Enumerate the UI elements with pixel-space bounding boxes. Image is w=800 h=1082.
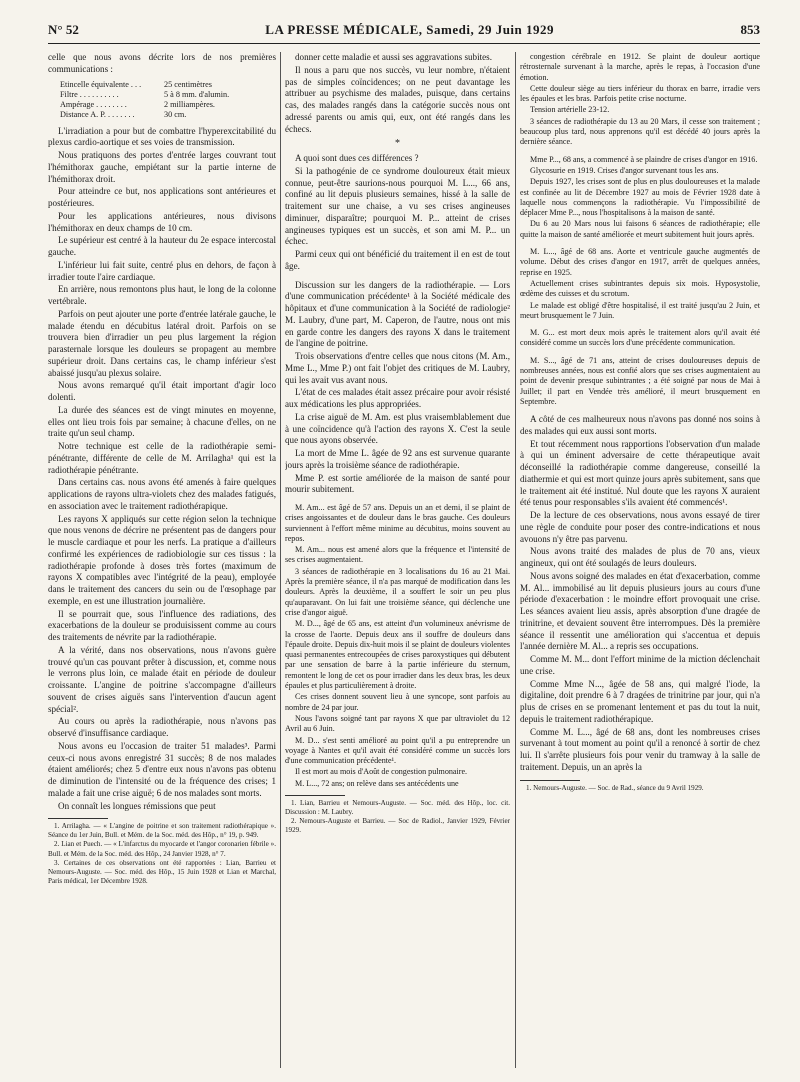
header-rule xyxy=(48,43,760,44)
paragraph: On connaît les longues rémissions que peut xyxy=(58,800,216,811)
page-header xyxy=(48,22,760,44)
table-value: 5 à 8 mm. d'alumin. xyxy=(164,89,230,99)
paragraph: M. Am... est âgé de 57 ans. Depuis un an et demi, il se plaint de crises angoissantes et de douleur dans le bras gauche. Ces douleurs surviennent à l'effort même minime au décubitus, moins souvent au repos. xyxy=(285,503,510,543)
paragraph: Pour les applications antérieures, nous divisons l'hémithorax en deux champs de 10 cm. xyxy=(48,210,276,233)
table-row xyxy=(60,90,276,100)
column-3 xyxy=(520,52,760,1070)
paragraph: M. L..., âgé de 68 ans. Aorte et ventricule gauche augmentés de volume. Début des crises d'angor en 1917, arrêt de quelques années, reprise en 1925. xyxy=(520,247,760,277)
footnote: 2. Lian et Puech. — « L'infarctus du myocarde et l'angor coronarien fébrile ». Bull. et Mém. de la Soc. méd. des Hôp., 24 Janvier 1928, n° 7. xyxy=(48,840,276,858)
paragraph: A quoi sont dues ces différences ? xyxy=(295,153,419,163)
body-text xyxy=(285,153,510,273)
paragraph: Comme M. L..., âgé de 68 ans, dont les nombreuses crises survenant à tout moment au point qu'il a renoncé à sortir de chez lui. Il s'arrête plusieurs fois pour venir du tramway à la salle de traitement. Depuis, un an après la xyxy=(520,726,760,772)
footnote: 3. Certaines de ces observations ont été rapportées : Lian, Barrieu et Nemours-Auguste. — Soc. méd. des Hôp., 15 Juin 1928 et Lian et Marchal, Paris médical, 1er Décembre 1928. xyxy=(48,858,276,885)
column-1 xyxy=(48,52,276,1070)
footnotes xyxy=(48,822,276,886)
footnotes xyxy=(285,799,510,835)
paragraph: Trois observations d'entre celles que nous citons (M. Am., Mme L., Mme P.) ont fait l'objet des critiques de M. Laubry, qui les avait vus avant nous. xyxy=(285,351,510,385)
paragraph: M. S..., âgé de 71 ans, atteint de crises douloureuses depuis de nombreuses années, nous est confié alors que ses crises augmentaient au point de devenir presque subintrantes ; a été soigné par nous de Mai à Juillet; il part en Vendée très amélioré, il meurt brusquement en Septembre. xyxy=(520,355,760,406)
footnote-rule xyxy=(285,795,345,796)
paragraph: La mort de Mme L. âgée de 92 ans est survenue quarante jours après la troisième séance de radiothérapie. xyxy=(285,448,510,470)
paragraph: Nous avons eu l'occasion de traiter 51 malades³. Parmi ceux-ci nous avons enregistré 31 succès; 8 de nos malades étaient améliorés; chez 5 d'entre eux nous n'avons pas obtenu de diminution de l'intensité ou de la fréquence des crises; 1 malade a fait une crise aiguë; 6 de nos malades sont morts. xyxy=(48,740,276,798)
paragraph: Mme P..., 68 ans, a commencé à se plaindre de crises d'angor en 1916. xyxy=(530,154,758,164)
paragraph: Il se pourrait que, sous l'influence des radiations, des exacerbations de la douleur se produisissent comme au cours des traitements de névrite par la radiothérapie. xyxy=(48,608,276,642)
paragraph: De la lecture de ces observations, nous avons essayé de tirer une règle de conduite pour poser des contre-indications et nous avouons n'y être pas parvenu. xyxy=(520,510,760,544)
table-key: Etincelle équivalente . . . xyxy=(60,79,142,89)
paragraph: congestion cérébrale en 1912. Se plaint de douleur aortique rétrosternale survenant à la marche, après le repas, à l'occasion d'une émotion. xyxy=(520,52,760,82)
table-key: Filtre . . . . . . . . . . xyxy=(60,89,119,99)
table-key: Ampérage . . . . . . . . xyxy=(60,99,127,109)
paragraph: La crise aiguë de M. Am. est plus vraisemblablement due à une coïncidence qu'à l'action des rayons X. C'est la seule que nous ayons observée. xyxy=(285,411,510,446)
paragraph: M. D..., âgé de 65 ans, est atteint d'un volumineux anévrisme de la crosse de l'aorte. Depuis deux ans il souffre de douleurs dans l'épaule droite. Depuis dix-huit mois il se plaint de douleurs violentes quasi permanentes entrecoupées de crises paroxystiques qui débutent par une sensation de barre à la partie inférieure du sternum, remontent le long de cet os pour irradier dans les deux bras, les deux épaules et plus particulièrement à droite. xyxy=(285,619,510,691)
paragraph: Si la pathogénie de ce syndrome douloureux était mieux connue, peut-être saurions-nous pourquoi M. L..., 66 ans, confiné au lit depuis plusieurs semaines, hissé à la salle de traitement sur une chaise, a vu ses crises angineuses diminuer, disparaître; pourquoi M. P... atteint de crises angineuses typiques est un succès, et son ami M. P... un échec. xyxy=(285,165,510,247)
paragraph: Depuis 1927, les crises sont de plus en plus douloureuses et la malade est confinée au lit de Décembre 1927 au mois de Février 1928 date à laquelle nous commençons la radiothérapie. Vu l'impossibilité de déplacer Mme P..., nous l'hospitalisons à la maison de santé. xyxy=(520,177,760,218)
paragraph: Parfois on peut ajouter une porte d'entrée latérale gauche, le malade étendu en décubitus latéral droit. Parfois on se trouvera bien d'irradier un peu plus largement la région parasternale lorsque les douleurs se propagent au membre supérieur droit. Dans certains cas, le champ inférieur s'est abaissé jusqu'au plexus solaire. xyxy=(48,308,276,378)
case-observations xyxy=(520,328,760,349)
paragraph: 3 séances de radiothérapie du 13 au 20 Mars, il cesse son traitement ; beaucoup plus tard, nous apprenons qu'il est décédé 40 jours après la dernière séance. xyxy=(520,116,760,147)
column-divider xyxy=(280,52,281,1068)
footnote: 1. Arrilagha. — « L'angine de poitrine et son traitement radiothérapique ». Séance du 1er Juin, Bull. et Mém. de la Soc. méd. des Hôp., n° 19, p. 949. xyxy=(48,822,276,840)
case-observations xyxy=(285,503,510,789)
paragraph: Et tout récemment nous rapportions l'observation d'un malade à qui un éminent adversaire de cette thérapeutique avait déconseillé la radiothérapie comme dangereuse, conseillé la diathermie et qui est mort quinze jours après subitement, sans que le traitement ait été institué. Nul doute que les rayons X auraient été tenus pour responsables s'ils avaient été commencés¹. xyxy=(520,438,760,508)
paragraph: Les rayons X appliqués sur cette région selon la technique que nous venons de décrire ne présentent pas de dangers pour le muscle cardiaque et pour les nerfs. La pratique a d'ailleurs confirmé les expériences de radiobiologie sur ces tissus : la radiothérapie profonde à doses très fortes (maximum de rayons X compatibles avec l'intégrité de la peau), employée dans le traitement des cancers du sein ou de l'œsophage par exemple, en est une illustration journalière. xyxy=(48,513,276,606)
paragraph: Le malade est obligé d'être hospitalisé, il est traité jusqu'au 2 Juin, et meurt brusquement le 7 Juin. xyxy=(520,300,760,320)
paragraph: Nous pratiquons des portes d'entrée larges couvrant tout l'hémithorax gauche, empiétant sur la partie interne de l'hémithorax droit. xyxy=(48,150,276,184)
paragraph: Ces crises donnent souvent lieu à une syncope, sont parfois au nombre de 24 par jour. xyxy=(285,692,510,712)
case-observations xyxy=(520,155,760,240)
case-observations xyxy=(520,356,760,407)
paragraph: Nous l'avons soigné tant par rayons X que par ultraviolet du 12 Avril au 6 Juin. xyxy=(285,713,510,734)
paragraph: Nous avons traité des malades de plus de 70 ans, vieux angineux, qui ont été soulagés de leurs douleurs. xyxy=(520,546,760,569)
paragraph: celle que nous avons décrite lors de nos premières communications : xyxy=(48,52,276,74)
footnotes xyxy=(520,784,760,793)
paragraph: Glycosurie en 1919. Crises d'angor survenant tous les ans. xyxy=(530,165,719,175)
paragraph: Il est mort au mois d'Août de congestion pulmonaire. xyxy=(295,767,468,777)
footnote: 1. Lian, Barrieu et Nemours-Auguste. — Soc. méd. des Hôp., loc. cit. Discussion : M. Laubry. xyxy=(285,799,510,817)
paragraph: A la vérité, dans nos observations, nous n'avons guère trouvé qu'un cas pouvant prêter à discussion, et, comme nous le verrons plus loin, ce malade était en période de douleur croissante. L'angine de poitrine s'accompagne d'ailleurs souvent de crises aiguës sans l'intervention d'aucun agent spécial². xyxy=(48,644,276,714)
case-observations xyxy=(520,247,760,321)
table-value: 2 milliampères. xyxy=(164,99,215,109)
footnote-rule xyxy=(520,780,580,781)
page-number: 853 xyxy=(740,22,760,37)
paragraph: Il nous a paru que nos succès, vu leur nombre, n'étaient pas de simples coïncidences; on ne peut davantage les attribuer au psychisme des malades, puisque, dans certains cas, des malades rangés dans la catégorie succès nous ont adressé parents ou amis qui, eux, ont été rangés dans les échecs. xyxy=(285,64,510,134)
paragraph: Discussion sur les dangers de la radiothérapie. — Lors d'une communication précédente¹ à la Société médicale des hôpitaux et d'une communication à la Société de radiologie² M. Laubry, d'une part, M. Caperon, de l'autre, nous ont mis en garde contre les dangers des rayons X dans le traitement de l'angine de poitrine. xyxy=(285,279,510,349)
paragraph: Nous avons soigné des malades en état d'exacerbation, comme M. Al... immobilisé au lit depuis plusieurs jours au cours d'une période d'exacerbation : le moindre effort provoquait une crise. Les séances avaient lieu assis, après absorption d'une dragée de trinitrine, et devaient souvent être interrompues. Dès la première séance il ressentit une amélioration qui s'accentua et depuis l'année dernière M. Al... a repris ses occupations. xyxy=(520,570,760,652)
paragraph: M. Am... nous est amené alors que la fréquence et l'intensité de ses crises augmentaient. xyxy=(285,545,510,565)
journal-title: LA PRESSE MÉDICALE, Samedi, 29 Juin 1929 xyxy=(265,22,555,37)
paragraph: Actuellement crises subintrantes depuis six mois. Hyposystolie, œdème des cuisses et du scrotum. xyxy=(520,278,760,299)
column-2 xyxy=(285,52,510,1070)
paragraph: La durée des séances est de vingt minutes en moyenne, elles ont lieu trois fois par semaine; à chacune d'elles, on ne traite qu'un seul champ. xyxy=(48,404,276,439)
paragraph: donner cette maladie et aussi ses aggravations subites. xyxy=(295,52,492,62)
table-key: Distance A. P. . . . . . . . xyxy=(60,109,135,119)
section-star: * xyxy=(395,138,400,150)
technique-table xyxy=(60,80,276,120)
body-text xyxy=(520,414,760,774)
paragraph: Comme Mme N..., âgée de 58 ans, qui malgré l'iode, la digitaline, doit prendre 6 à 7 dragées de trinitrine par jour, qui n'a plus de crises en se promenant lentement et pas du tout la nuit, depuis le traitement radiothérapique. xyxy=(520,678,760,724)
discussion-section xyxy=(285,280,510,497)
table-value: 25 centimètres xyxy=(164,79,212,89)
paragraph: En arrière, nous remontons plus haut, le long de la colonne vertébrale. xyxy=(48,284,276,306)
paragraph: Notre technique est celle de la radiothérapie semi-pénétrante, différente de celle de M. Arrilagha¹ qui est la radiothérapie pénétrante. xyxy=(48,441,276,475)
table-value: 30 cm. xyxy=(164,109,187,119)
paragraph: M. D... s'est senti amélioré au point qu'il a pu entreprendre un voyage à Nantes et qu'il avait été considéré comme un succès lors d'une communication précédente¹. xyxy=(285,735,510,766)
issue-number: N° 52 xyxy=(48,22,79,37)
paragraph: Du 6 au 20 Mars nous lui faisons 6 séances de radiothérapie; elle quitte la maison de santé améliorée et meurt subitement huit jours après. xyxy=(520,219,760,239)
table-row xyxy=(60,100,276,110)
paragraph: L'état de ces malades était assez précaire pour avoir résisté aux médications les plus appropriées. xyxy=(285,387,510,409)
footnote-rule xyxy=(48,818,108,819)
table-row xyxy=(60,110,276,120)
paragraph: Au cours ou après la radiothérapie, nous n'avons pas observé d'insuffisance cardiaque. xyxy=(48,716,276,738)
paragraph: Comme M. M... dont l'effort minime de la miction déclenchait une crise. xyxy=(520,654,760,676)
paragraph: Parmi ceux qui ont bénéficié du traitement il en est de tout âge. xyxy=(285,249,510,271)
body-text xyxy=(48,126,276,813)
paragraph: A côté de ces malheureux nous n'avons pas donné nos soins à des malades qui eux aussi sont morts. xyxy=(520,414,760,436)
paragraph: L'inférieur lui fait suite, centré plus en dehors, de façon à irradier toute l'aire cardiaque. xyxy=(48,259,276,282)
footnote: 1. Nemours-Auguste. — Soc. de Rad., séance du 9 Avril 1929. xyxy=(526,783,704,792)
paragraph: M. G... est mort deux mois après le traitement alors qu'il avait été considéré comme un succès lors d'une précédente communication. xyxy=(520,328,760,348)
table-row xyxy=(60,80,276,90)
paragraph: 3 séances de radiothérapie en 3 localisations du 16 au 21 Mai. Après la première séance, il n'a pas marqué de modification dans les douleurs. Après la deuxième, il a souffert le soir un peu plus qu'auparavant. On lui fait une troisième séance, qui déclenche une crise d'angor aiguë. xyxy=(285,566,510,617)
paragraph: Tension artérielle 23-12. xyxy=(530,105,610,115)
body-text xyxy=(285,52,510,135)
paragraph: Dans certains cas. nous avons été amenés à faire quelques applications de rayons ultra-violets chez des malades fatigués, en association avec le traitement radiothérapique. xyxy=(48,477,276,511)
paragraph: M. L..., 72 ans; on relève dans ses antécédents une xyxy=(295,778,459,788)
footnote: 2. Nemours-Auguste et Barrieu. — Soc de Radiol., Janvier 1929, Février 1929. xyxy=(285,817,510,835)
case-observations xyxy=(520,52,760,148)
paragraph: Le supérieur est centré à la hauteur du 2e espace intercostal gauche. xyxy=(48,235,276,257)
column-divider xyxy=(515,52,516,1068)
paragraph: Nous avons remarqué qu'il était important d'agir loco dolenti. xyxy=(48,380,276,402)
paragraph: Pour atteindre ce but, nos applications sont antérieures et postérieures. xyxy=(48,186,276,208)
paragraph: Mme P. est sortie améliorée de la maison de santé pour mourir subitement. xyxy=(285,472,510,495)
paragraph: L'irradiation a pour but de combattre l'hyperexcitabilité du plexus cardio-aortique et ses voies de transmission. xyxy=(48,125,276,148)
paragraph: Cette douleur siège au tiers inférieur du thorax en barre, irradie vers les épaules et les bras. Parfois petite crise nocturne. xyxy=(520,83,760,104)
